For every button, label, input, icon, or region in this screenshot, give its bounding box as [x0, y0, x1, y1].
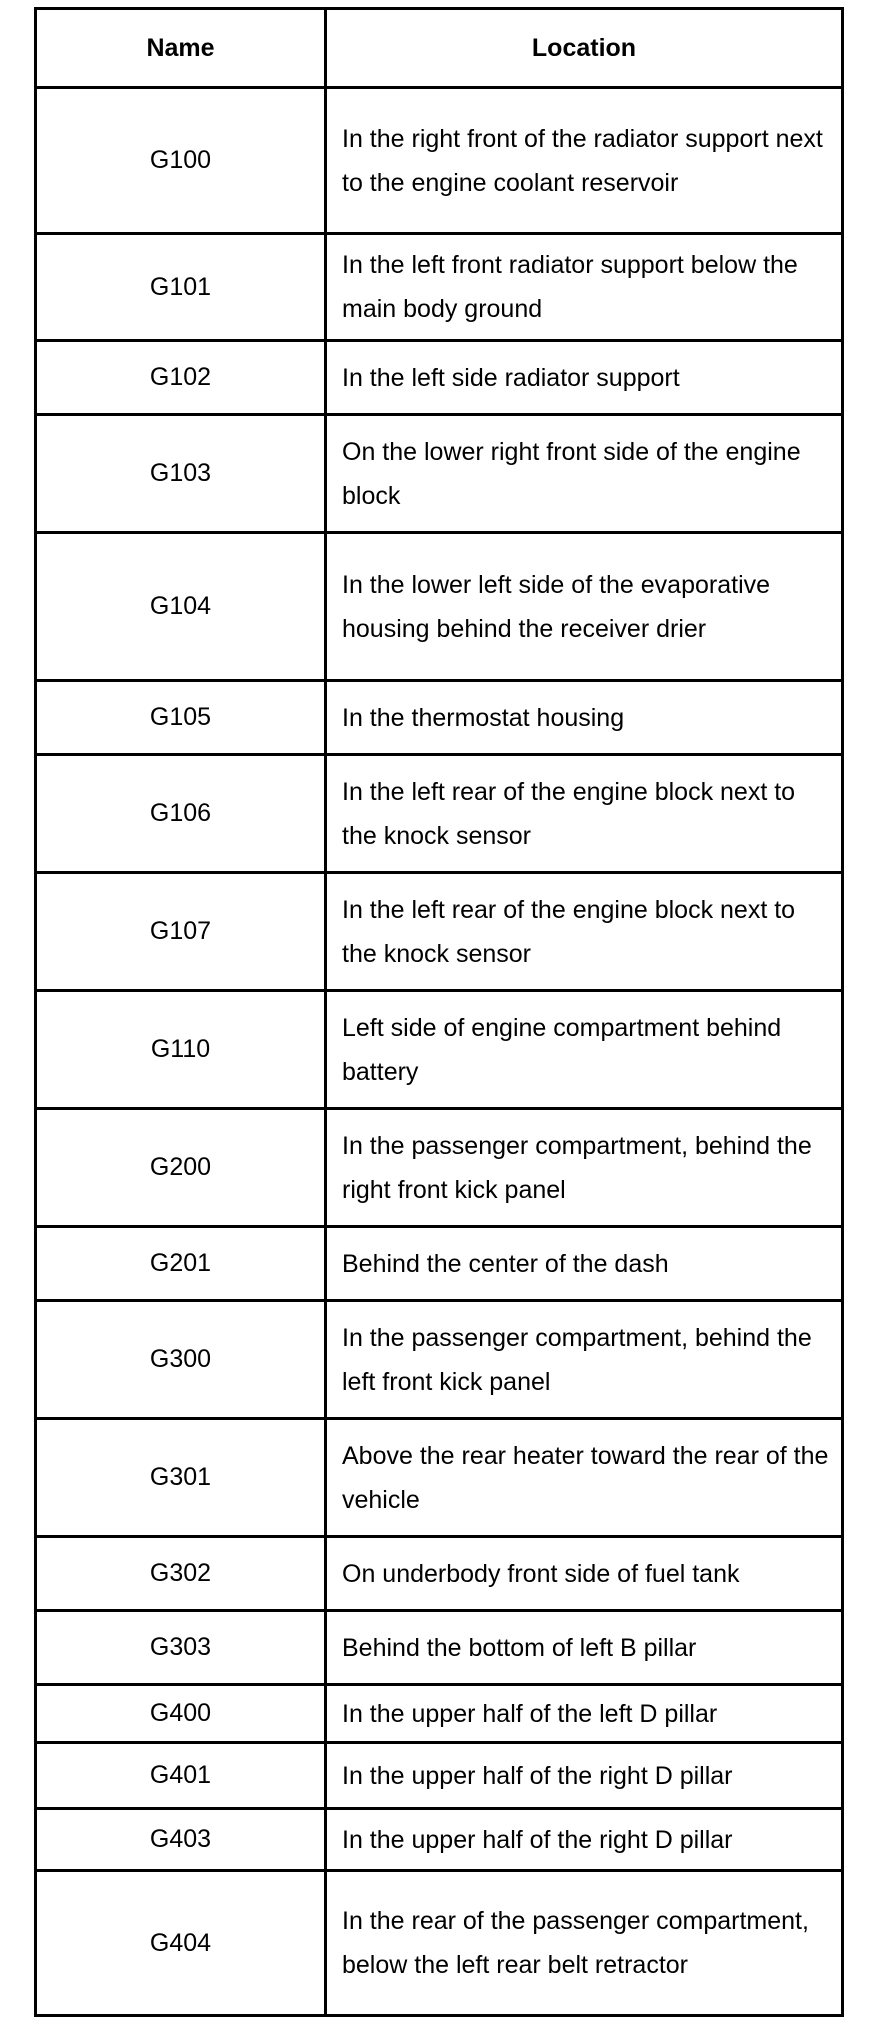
ground-location-cell: In the upper half of the left D pillar [326, 1685, 843, 1743]
table-row [36, 873, 843, 991]
table-row [36, 88, 843, 234]
table-row [36, 991, 843, 1109]
table-row [36, 533, 843, 681]
ground-name-cell: G401 [36, 1743, 326, 1809]
ground-name-cell: G106 [36, 755, 326, 873]
ground-location-cell: Above the rear heater toward the rear of the vehicle [326, 1419, 843, 1537]
ground-location-cell: In the right front of the radiator support next to the engine coolant reservoir [326, 88, 843, 234]
ground-location-cell: In the upper half of the right D pillar [326, 1743, 843, 1809]
ground-name-cell: G403 [36, 1809, 326, 1871]
ground-name-cell: G400 [36, 1685, 326, 1743]
table-row [36, 1301, 843, 1419]
ground-name-cell: G110 [36, 991, 326, 1109]
ground-location-cell: Left side of engine compartment behind battery [326, 991, 843, 1109]
table-row [36, 1611, 843, 1685]
ground-location-cell: In the passenger compartment, behind the left front kick panel [326, 1301, 843, 1419]
table-row [36, 1227, 843, 1301]
table-row [36, 1537, 843, 1611]
ground-location-cell: In the thermostat housing [326, 681, 843, 755]
table-row [36, 1809, 843, 1871]
ground-name-cell: G303 [36, 1611, 326, 1685]
table-row [36, 755, 843, 873]
ground-name-cell: G200 [36, 1109, 326, 1227]
ground-locations-table [34, 7, 844, 2017]
ground-location-cell: In the left front radiator support below the main body ground [326, 234, 843, 341]
ground-name-cell: G103 [36, 415, 326, 533]
ground-location-cell: Behind the center of the dash [326, 1227, 843, 1301]
ground-name-cell: G404 [36, 1871, 326, 2016]
ground-location-cell: In the left rear of the engine block next to the knock sensor [326, 873, 843, 991]
ground-location-cell: On the lower right front side of the engine block [326, 415, 843, 533]
table-row [36, 1109, 843, 1227]
ground-name-cell: G100 [36, 88, 326, 234]
ground-location-cell: In the left rear of the engine block next to the knock sensor [326, 755, 843, 873]
header-row [36, 9, 843, 88]
ground-location-cell: In the lower left side of the evaporative housing behind the receiver drier [326, 533, 843, 681]
table-row [36, 415, 843, 533]
ground-location-cell: In the upper half of the right D pillar [326, 1809, 843, 1871]
table-row [36, 1685, 843, 1743]
ground-name-cell: G301 [36, 1419, 326, 1537]
ground-name-cell: G201 [36, 1227, 326, 1301]
ground-name-cell: G104 [36, 533, 326, 681]
ground-name-cell: G105 [36, 681, 326, 755]
ground-name-cell: G101 [36, 234, 326, 341]
table-row [36, 1871, 843, 2016]
location-column-header: Location [326, 9, 843, 88]
ground-location-cell: In the rear of the passenger compartment, below the left rear belt retractor [326, 1871, 843, 2016]
table-body [36, 88, 843, 2016]
table-row [36, 1419, 843, 1537]
name-column-header: Name [36, 9, 326, 88]
ground-name-cell: G300 [36, 1301, 326, 1419]
ground-name-cell: G102 [36, 341, 326, 415]
table-row [36, 1743, 843, 1809]
ground-location-cell: In the left side radiator support [326, 341, 843, 415]
ground-name-cell: G302 [36, 1537, 326, 1611]
ground-location-cell: On underbody front side of fuel tank [326, 1537, 843, 1611]
table-row [36, 681, 843, 755]
ground-name-cell: G107 [36, 873, 326, 991]
ground-location-cell: In the passenger compartment, behind the right front kick panel [326, 1109, 843, 1227]
table-row [36, 341, 843, 415]
table-row [36, 234, 843, 341]
ground-location-cell: Behind the bottom of left B pillar [326, 1611, 843, 1685]
